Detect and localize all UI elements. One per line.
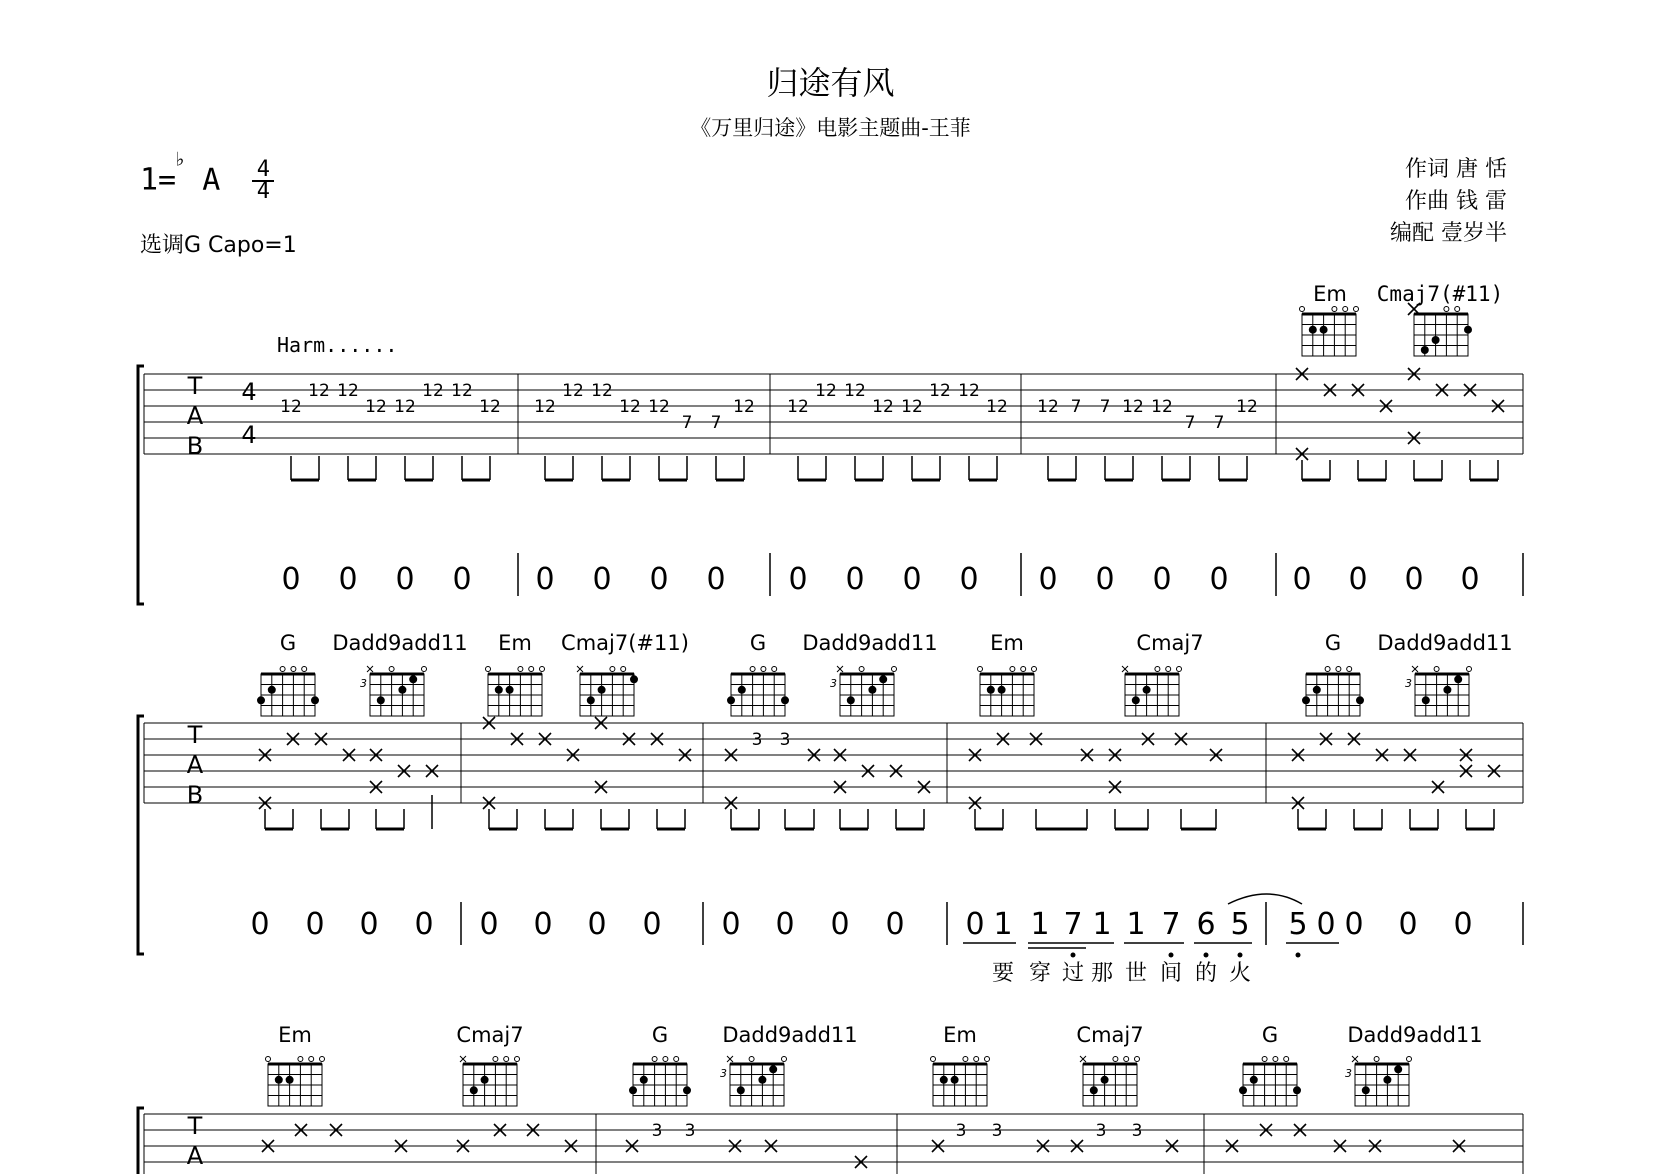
melody-note: 1 [1126, 907, 1146, 942]
melody-note: 7 [1161, 907, 1181, 942]
melody-note: 1 [993, 907, 1013, 942]
jianpu-note: 0 [338, 562, 358, 597]
tab-letter-t: T [187, 1112, 203, 1140]
fret-number: 3 [1131, 1121, 1143, 1141]
melody-note: 1 [1092, 907, 1112, 942]
fret-number: 7 [1099, 397, 1111, 417]
fret-number: 12 [394, 397, 416, 417]
jianpu-note: 0 [1404, 562, 1424, 597]
tab-staff-lines [144, 723, 1523, 803]
lyric: 世 [1124, 961, 1148, 986]
fret-number: 12 [787, 397, 809, 417]
jianpu-note: 0 [1038, 562, 1058, 597]
lyric: 火 [1228, 961, 1252, 986]
fret-number: 3 [651, 1121, 663, 1141]
chord-name: Dadd9add11 [332, 631, 468, 655]
fret-number: 12 [1236, 397, 1258, 417]
chord-name: G [279, 631, 297, 655]
chord-name: Cmaj7(#11) [1376, 282, 1504, 306]
chord-name: Cmaj7 [1076, 1023, 1144, 1047]
composer-credit: 作曲 钱 雷 [1405, 189, 1507, 214]
chord-diagram [1122, 666, 1182, 716]
song-title: 归途有风 [766, 64, 895, 102]
jianpu-note: 0 [706, 562, 726, 597]
tab-letter-a: A [186, 1142, 204, 1170]
chord-diagram [360, 666, 427, 716]
jianpu-note: 0 [959, 562, 979, 597]
chord-diagram [486, 667, 545, 717]
jianpu-note: 0 [395, 562, 415, 597]
fret-number: 7 [1070, 397, 1082, 417]
jianpu-note: 0 [535, 562, 555, 597]
muted-notes-m5 [1296, 368, 1504, 460]
lyric: 过 [1061, 961, 1085, 986]
jianpu-note: 0 [533, 907, 553, 942]
fret-number: 12 [591, 381, 613, 401]
fret-number: 12 [929, 381, 951, 401]
system-bracket [138, 366, 144, 604]
chord-name: G [651, 1023, 669, 1047]
melody-note: 0 [1344, 907, 1364, 942]
jianpu-note: 0 [592, 562, 612, 597]
fret-number: 12 [479, 397, 501, 417]
capo-info: 选调G Capo=1 [140, 233, 297, 258]
chord-name: Cmaj7 [1136, 631, 1204, 655]
key-flat: ♭ [174, 146, 187, 171]
chord-diagram [830, 666, 897, 716]
tab-time-bottom: 4 [241, 421, 257, 449]
chord-name: Em [990, 631, 1024, 655]
jianpu-note: 0 [1152, 562, 1172, 597]
jianpu-barlines [461, 902, 1523, 945]
fret-number: 3 [751, 730, 763, 750]
fret-number: 12 [1151, 397, 1173, 417]
fret-number: 3 [779, 730, 791, 750]
lyric: 间 [1159, 961, 1183, 986]
chord-diagrams [257, 631, 1513, 716]
chord-name: G [1324, 631, 1342, 655]
jianpu-note: 0 [359, 907, 379, 942]
lyric: 要 [991, 961, 1015, 986]
muted-notes [259, 717, 1500, 809]
jianpu-note: 0 [885, 907, 905, 942]
key-prefix: 1= [140, 162, 177, 198]
jianpu-note: 0 [775, 907, 795, 942]
jianpu-note: 0 [1095, 562, 1115, 597]
chord-diagram [266, 1057, 325, 1107]
fret-number: 12 [534, 397, 556, 417]
lyric: 穿 [1028, 961, 1052, 986]
fret-number: 12 [337, 381, 359, 401]
chord-diagram [1405, 666, 1472, 716]
fret-number: 12 [986, 397, 1008, 417]
melody-note: 0 [1398, 907, 1418, 942]
rhythm-stems [291, 456, 1498, 480]
arranger-credit: 编配 壹岁半 [1390, 221, 1507, 246]
melody-dots [1071, 953, 1301, 958]
fret-number: 12 [308, 381, 330, 401]
fret-number: 7 [681, 413, 693, 433]
time-top: 4 [256, 157, 270, 182]
chord-name: Dadd9add11 [722, 1023, 858, 1047]
key-note: A [202, 162, 221, 198]
fret-number: 12 [815, 381, 837, 401]
fret-number: 12 [280, 397, 302, 417]
tab-letter-b: B [186, 781, 204, 809]
harmonics-label: Harm...... [277, 333, 398, 357]
lyric: 那 [1090, 961, 1114, 986]
fret-number: 12 [1037, 397, 1059, 417]
system-bracket [138, 1108, 144, 1174]
melody-note: 0 [1453, 907, 1473, 942]
jianpu-note: 0 [452, 562, 472, 597]
fret-number: 12 [365, 397, 387, 417]
chord-diagram [460, 1056, 520, 1106]
chord-diagram [720, 1056, 787, 1106]
fret-number: 12 [648, 397, 670, 417]
fret-number: 12 [733, 397, 755, 417]
melody-note: 1 [1030, 907, 1050, 942]
tab-letter-t: T [187, 372, 203, 400]
tab-letter-a: A [186, 402, 204, 430]
chord-diagram [1302, 667, 1364, 717]
tab-staff-lines [144, 1114, 1523, 1174]
jianpu-note: 0 [305, 907, 325, 942]
lyrics-row [992, 961, 1251, 986]
fret-number: 7 [1213, 413, 1225, 433]
jianpu-row [281, 562, 1479, 597]
jianpu-note: 0 [281, 562, 301, 597]
fret-number: 12 [451, 381, 473, 401]
tab-frets [752, 730, 791, 750]
time-bottom: 4 [256, 179, 270, 204]
tab-letter-t: T [187, 721, 203, 749]
chord-diagram [1345, 1056, 1412, 1106]
rhythm-stems [265, 795, 1494, 829]
chord-name: Dadd9add11 [1377, 631, 1513, 655]
fret-position: 3 [720, 1067, 727, 1080]
jianpu-note: 0 [1292, 562, 1312, 597]
melody-note: 0 [965, 907, 985, 942]
fret-number: 12 [901, 397, 923, 417]
jianpu-note: 0 [902, 562, 922, 597]
chord-name: G [1261, 1023, 1279, 1047]
chord-name: Cmaj7 [456, 1023, 524, 1047]
chord-diagram [978, 667, 1037, 717]
fret-position: 3 [830, 677, 837, 690]
chord-name: Cmaj7(#11) [561, 631, 689, 655]
system-2 [138, 631, 1523, 986]
song-subtitle: 《万里归途》电影主题曲-王菲 [690, 116, 971, 140]
melody-note: 5 [1288, 907, 1308, 942]
jianpu-note: 0 [845, 562, 865, 597]
lyricist-credit: 作词 唐 恬 [1405, 157, 1507, 182]
melody-note: 5 [1230, 907, 1250, 942]
jianpu-note: 0 [721, 907, 741, 942]
tab-time-top: 4 [241, 378, 257, 406]
jianpu-note: 0 [1460, 562, 1480, 597]
fret-number: 3 [955, 1121, 967, 1141]
fret-number: 12 [1122, 397, 1144, 417]
fret-number: 12 [844, 381, 866, 401]
chord-name: Em [1313, 282, 1347, 306]
jianpu-note: 0 [1348, 562, 1368, 597]
fret-number: 12 [872, 397, 894, 417]
fret-number: 12 [619, 397, 641, 417]
fret-number: 7 [1184, 413, 1196, 433]
fret-number: 7 [710, 413, 722, 433]
chord-diagram [257, 667, 319, 717]
jianpu-note: 0 [479, 907, 499, 942]
jianpu-note: 0 [788, 562, 808, 597]
fret-number: 3 [991, 1121, 1003, 1141]
chord-name: G [749, 631, 767, 655]
chord-diagram [629, 1057, 691, 1107]
chord-diagram-cmaj7-11 [1408, 303, 1472, 356]
jianpu-note: 0 [1209, 562, 1229, 597]
fret-number: 12 [562, 381, 584, 401]
chord-name: Dadd9add11 [802, 631, 938, 655]
tab-frets [280, 381, 1258, 433]
fret-position: 3 [1405, 677, 1412, 690]
chord-diagram [1080, 1056, 1140, 1106]
jianpu-note: 0 [250, 907, 270, 942]
chord-diagram [1239, 1057, 1301, 1107]
jianpu-barlines [518, 553, 1523, 596]
fret-number: 12 [958, 381, 980, 401]
chord-name: Em [943, 1023, 977, 1047]
chord-diagram [577, 666, 638, 716]
tie-arc [1228, 894, 1302, 904]
jianpu-note: 0 [587, 907, 607, 942]
chord-name: Em [498, 631, 532, 655]
system-bracket [138, 716, 144, 954]
fret-position: 3 [1345, 1067, 1352, 1080]
chord-name: Dadd9add11 [1347, 1023, 1483, 1047]
fret-number: 12 [422, 381, 444, 401]
melody-note: 6 [1196, 907, 1216, 942]
system-1 [138, 282, 1523, 604]
melody-note: 7 [1063, 907, 1083, 942]
lyric: 的 [1194, 961, 1218, 986]
jianpu-row [250, 907, 1472, 942]
fret-number: 3 [684, 1121, 696, 1141]
jianpu-note: 0 [642, 907, 662, 942]
tab-letter-a: A [186, 751, 204, 779]
jianpu-note: 0 [649, 562, 669, 597]
jianpu-note: 0 [414, 907, 434, 942]
jianpu-note: 0 [830, 907, 850, 942]
fret-position: 3 [360, 677, 367, 690]
system-3 [138, 1023, 1523, 1174]
chord-diagrams [266, 1023, 1483, 1106]
chord-diagram-em [1300, 307, 1359, 357]
chord-diagram [727, 667, 789, 717]
melody-beams [963, 943, 1339, 948]
fret-number: 3 [1095, 1121, 1107, 1141]
melody-note: 0 [1316, 907, 1336, 942]
chord-name: Em [278, 1023, 312, 1047]
tab-letter-b: B [186, 432, 204, 460]
chord-diagram [931, 1057, 990, 1107]
